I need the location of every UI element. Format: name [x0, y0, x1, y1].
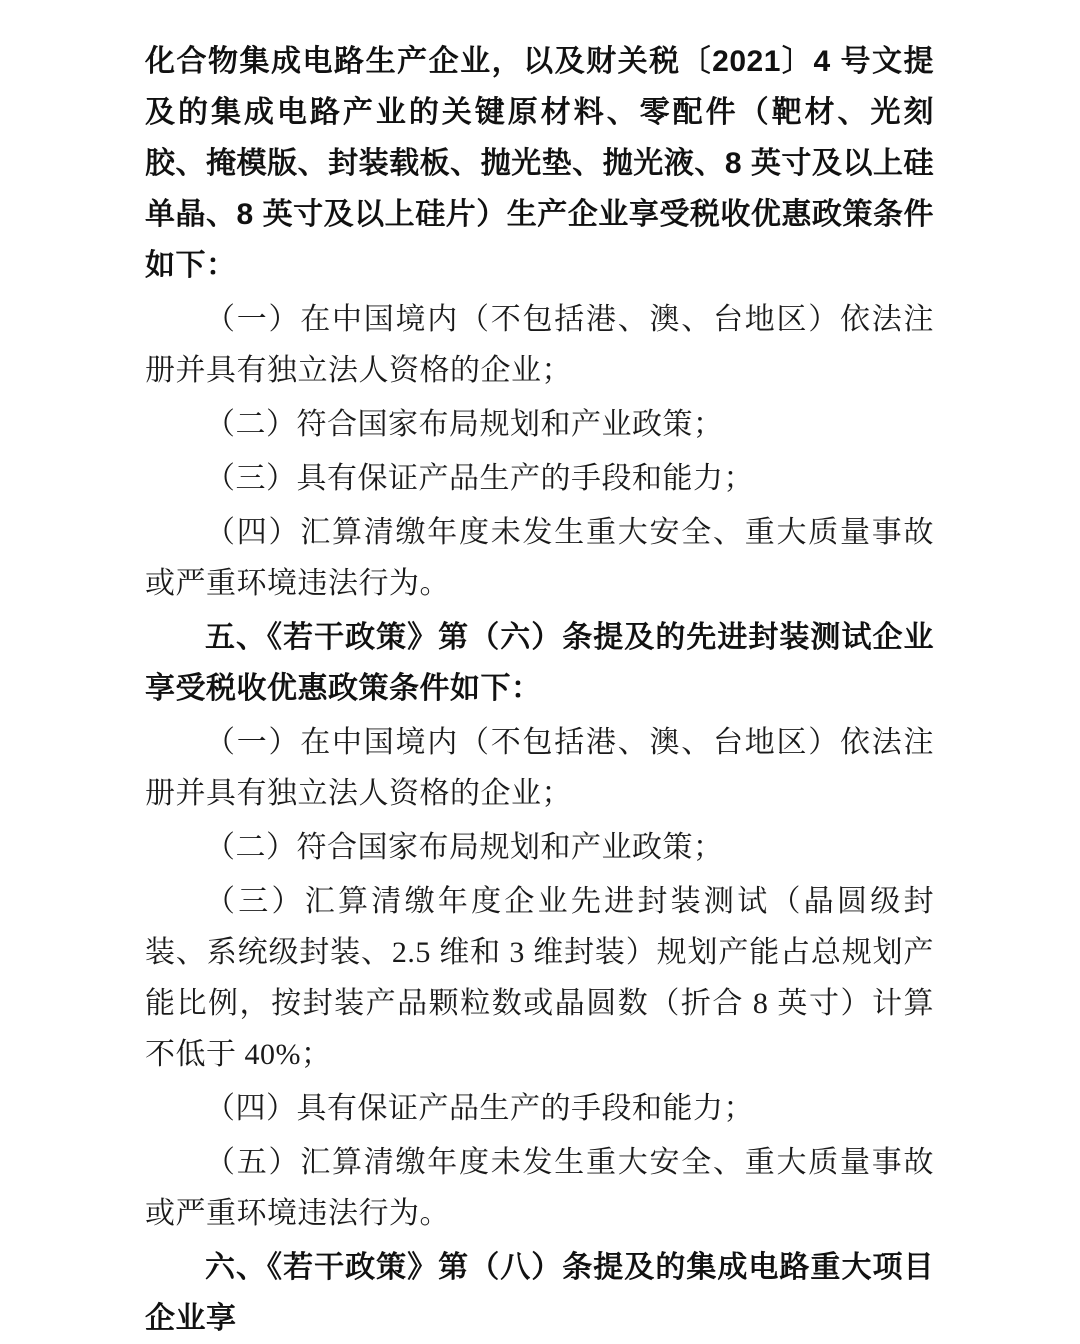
section5-condition-4: （四）具有保证产品生产的手段和能力；: [205, 1092, 754, 1125]
section5-condition-5: （五）汇算清缴年度未发生重大安全、重大质量事故或严重环境违法行为。: [145, 1146, 934, 1230]
section4-condition-4: （四）汇算清缴年度未发生重大安全、重大质量事故或严重环境违法行为。: [145, 516, 934, 600]
section6-heading: 六、《若干政策》第（八）条提及的集成电路重大项目企业享: [145, 1251, 934, 1335]
section5-heading: 五、《若干政策》第（六）条提及的先进封装测试企业享受税收优惠政策条件如下：: [145, 621, 934, 705]
section4-condition-3: （三）具有保证产品生产的手段和能力；: [205, 462, 754, 495]
section5-condition-1: （一）在中国境内（不包括港、澳、台地区）依法注册并具有独立法人资格的企业；: [145, 726, 934, 810]
section5-condition-2: （二）符合国家布局规划和产业政策；: [205, 831, 724, 864]
section5-condition-3: （三）汇算清缴年度企业先进封装测试（晶圆级封装、系统级封装、2.5 维和 3 维封装）规划产能占总规划产能比例，按封装产品颗粒数或晶圆数（折合 8 英寸）计算不低于 40%；: [145, 885, 934, 1071]
section4-condition-2: （二）符合国家布局规划和产业政策；: [205, 408, 724, 441]
intro-continuation-paragraph: 化合物集成电路生产企业，以及财关税〔2021〕4 号文提及的集成电路产业的关键原材料、零配件（靶材、光刻胶、掩模版、封装载板、抛光垫、抛光液、8 英寸及以上硅单晶、8 英寸及以上硅片）生产企业享受税收优惠政策条件如下：: [145, 45, 934, 282]
section4-condition-1: （一）在中国境内（不包括港、澳、台地区）依法注册并具有独立法人资格的企业；: [145, 303, 934, 387]
